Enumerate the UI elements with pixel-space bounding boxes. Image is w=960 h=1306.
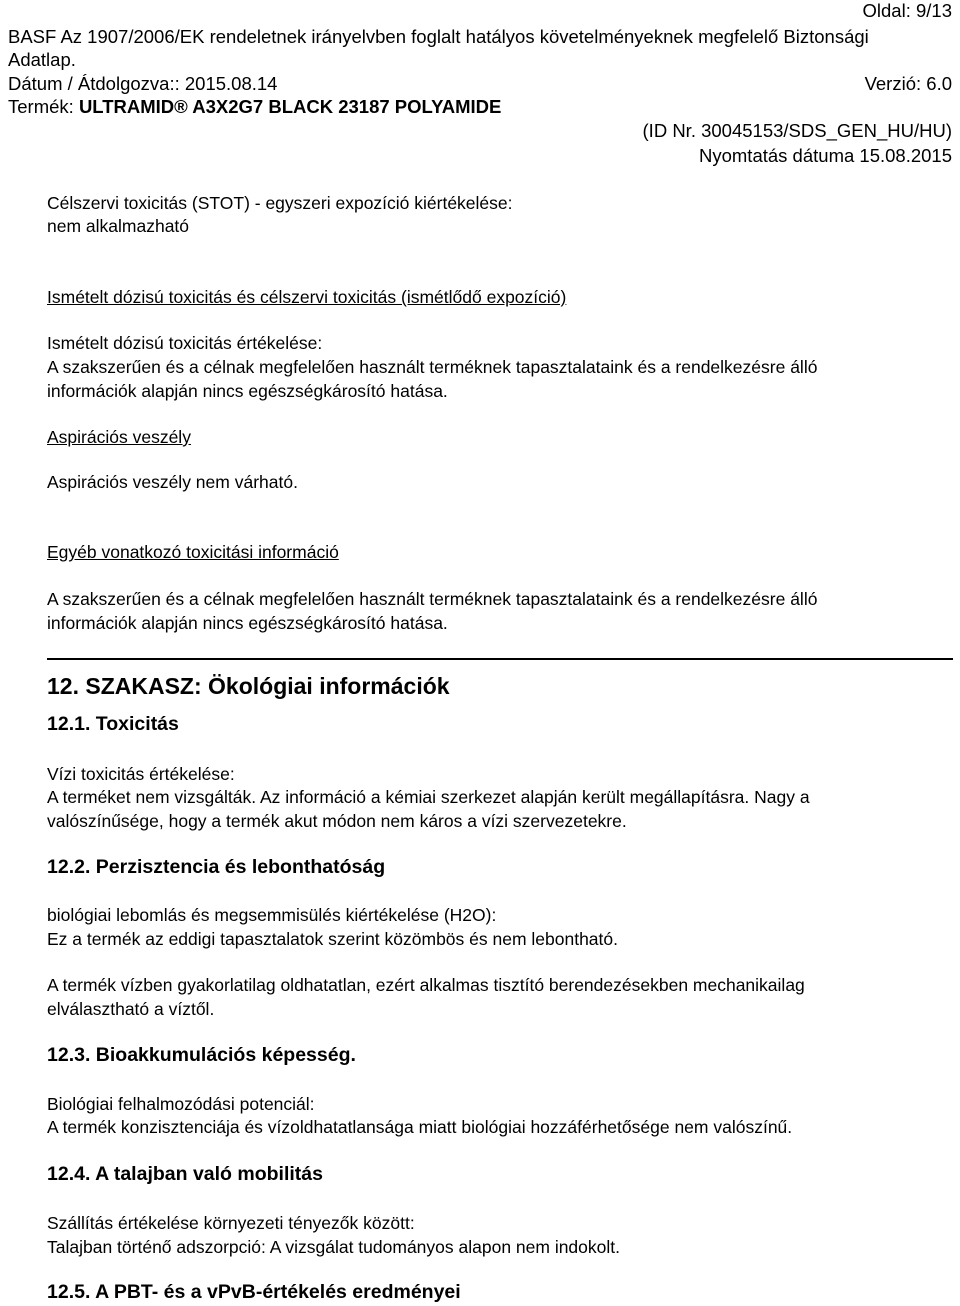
stot-single-title: Célszervi toxicitás (STOT) - egyszeri expozíció kiértékelése: — [47, 193, 513, 213]
section-12-5-title: 12.5. A PBT- és a vPvB-értékelés eredményei — [47, 1281, 461, 1303]
section-12-3-title: 12.3. Bioakkumulációs képesség. — [47, 1044, 356, 1066]
biodegradation-label: biológiai lebomlás és megsemmisülés kiértékelése (H2O): — [47, 905, 497, 925]
repeated-dose-label: Ismételt dózisú toxicitás értékelése: — [47, 333, 323, 353]
other-tox-text-2: információk alapján nincs egészségkárosító hatása. — [47, 613, 448, 633]
aspiration-heading: Aspirációs veszély — [47, 427, 191, 447]
header-date: Dátum / Átdolgozva:: 2015.08.14 — [8, 73, 278, 94]
section-divider — [47, 658, 953, 660]
mobility-label: Szállítás értékelése környezeti tényezők között: — [47, 1213, 415, 1233]
bioaccumulation-label: Biológiai felhalmozódási potenciál: — [47, 1094, 315, 1114]
section-12-2-title: 12.2. Perzisztencia és lebonthatóság — [47, 856, 386, 878]
header-print-date: Nyomtatás dátuma 15.08.2015 — [699, 145, 952, 166]
header-id: (ID Nr. 30045153/SDS_GEN_HU/HU) — [642, 120, 952, 141]
other-tox-heading: Egyéb vonatkozó toxicitási információ — [47, 542, 339, 562]
bioaccumulation-text: A termék konzisztenciája és vízoldhatatlansága miatt biológiai hozzáférhetősége nem valószínű. — [47, 1117, 793, 1137]
aquatic-tox-text-1: A terméket nem vizsgálták. Az információ a kémiai szerkezet alapján került megállapításra. Nagy a — [47, 787, 810, 807]
repeated-dose-heading: Ismételt dózisú toxicitás és célszervi toxicitás (ismétlődő expozíció) — [47, 287, 567, 307]
aquatic-tox-label: Vízi toxicitás értékelése: — [47, 764, 235, 784]
stot-single-value: nem alkalmazható — [47, 216, 190, 236]
other-tox-text-1: A szakszerűen és a célnak megfelelően használt terméknek tapasztalataink és a rendelkezésre álló — [47, 589, 818, 609]
header-product — [8, 96, 501, 118]
section-12-4-title: 12.4. A talajban való mobilitás — [47, 1163, 323, 1185]
aquatic-tox-text-2: valószínűsége, hogy a termék akut módon nem káros a vízi szervezetekre. — [47, 811, 627, 831]
aspiration-text: Aspirációs veszély nem várható. — [47, 472, 298, 492]
water-solubility-text-1: A termék vízben gyakorlatilag oldhatatlan, ezért alkalmas tisztító berendezésekben mechanikailag — [47, 975, 805, 995]
product-name: ULTRAMID® A3X2G7 BLACK 23187 POLYAMIDE — [78, 96, 502, 117]
section-12-title: 12. SZAKASZ: Ökológiai információk — [47, 673, 450, 699]
page-number: Oldal: 9/13 — [862, 0, 952, 21]
section-12-1-title: 12.1. Toxicitás — [47, 713, 179, 735]
header-version: Verzió: 6.0 — [864, 73, 952, 94]
repeated-dose-text-2: információk alapján nincs egészségkárosító hatása. — [47, 381, 448, 401]
mobility-text: Talajban történő adszorpció: A vizsgálat tudományos alapon nem indokolt. — [47, 1237, 620, 1257]
biodegradation-text: Ez a termék az eddigi tapasztalatok szerint közömbös és nem lebontható. — [47, 929, 618, 949]
header-document-type: Adatlap. — [8, 49, 76, 70]
product-label: Termék: — [8, 96, 79, 117]
header-regulation-line: BASF Az 1907/2006/EK rendeletnek irányelvben foglalt hatályos követelményeknek megfelelő Biztonsági — [8, 26, 869, 47]
repeated-dose-text-1: A szakszerűen és a célnak megfelelően használt terméknek tapasztalataink és a rendelkezésre álló — [47, 357, 818, 377]
water-solubility-text-2: elválasztható a víztől. — [47, 999, 215, 1019]
